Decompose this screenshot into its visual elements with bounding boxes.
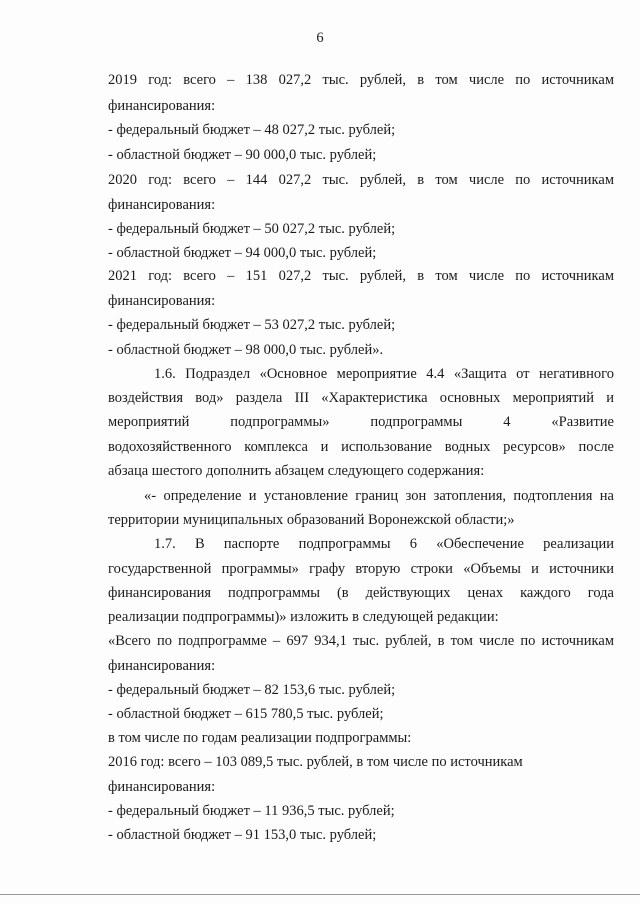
text-line: - федеральный бюджет – 48 027,2 тыс. рублей; [108,122,396,138]
text-line: водохозяйственного комплекса и использование водных ресурсов» после [108,439,614,455]
text-line: финансирования подпрограммы (в действующих ценах каждого года [108,585,614,601]
text-line: - областной бюджет – 615 780,5 тыс. рублей; [108,706,384,722]
text-line: «- определение и установление границ зон затопления, подтопления на [144,488,614,504]
text-line: 2020 год: всего – 144 027,2 тыс. рублей, в том числе по источникам [108,172,614,188]
text-line: финансирования: [108,658,216,674]
text-line: - областной бюджет – 91 153,0 тыс. рублей; [108,827,377,843]
text-line: воздействия вод» раздела III «Характеристика основных мероприятий и [108,390,614,406]
text-line: - федеральный бюджет – 82 153,6 тыс. рублей; [108,682,396,698]
text-line: финансирования: [108,779,216,795]
text-line: финансирования: [108,197,216,213]
text-line: 1.7. В паспорте подпрограммы 6 «Обеспечение реализации [154,536,614,552]
text-line: 2016 год: всего – 103 089,5 тыс. рублей, в том числе по источникам [108,754,523,770]
text-line: в том числе по годам реализации подпрограммы: [108,730,412,746]
text-line: «Всего по подпрограмме – 697 934,1 тыс. рублей, в том числе по источникам [108,633,614,649]
text-line: - федеральный бюджет – 11 936,5 тыс. рублей; [108,803,395,819]
text-line: 1.6. Подраздел «Основное мероприятие 4.4 «Защита от негативного [154,366,614,382]
text-line: - федеральный бюджет – 53 027,2 тыс. рублей; [108,317,396,333]
text-line: территории муниципальных образований Воронежской области;» [108,512,515,528]
text-line: государственной программы» графу вторую строки «Объемы и источники [108,561,614,577]
page-number: 6 [316,30,324,46]
text-line: 2019 год: всего – 138 027,2 тыс. рублей, в том числе по источникам [108,72,614,88]
text-line: реализации подпрограммы)» изложить в следующей редакции: [108,609,499,625]
text-line: - областной бюджет – 90 000,0 тыс. рублей; [108,147,377,163]
text-line: финансирования: [108,293,216,309]
text-line: мероприятий подпрограммы» подпрограммы 4 «Развитие [108,414,614,430]
text-line: абзаца шестого дополнить абзацем следующего содержания: [108,463,485,479]
bottom-edge-line [0,894,640,895]
text-line: финансирования: [108,98,216,114]
text-line: - федеральный бюджет – 50 027,2 тыс. рублей; [108,221,396,237]
text-line: - областной бюджет – 98 000,0 тыс. рублей». [108,342,384,358]
text-line: - областной бюджет – 94 000,0 тыс. рублей; [108,245,377,261]
text-line: 2021 год: всего – 151 027,2 тыс. рублей, в том числе по источникам [108,268,614,284]
